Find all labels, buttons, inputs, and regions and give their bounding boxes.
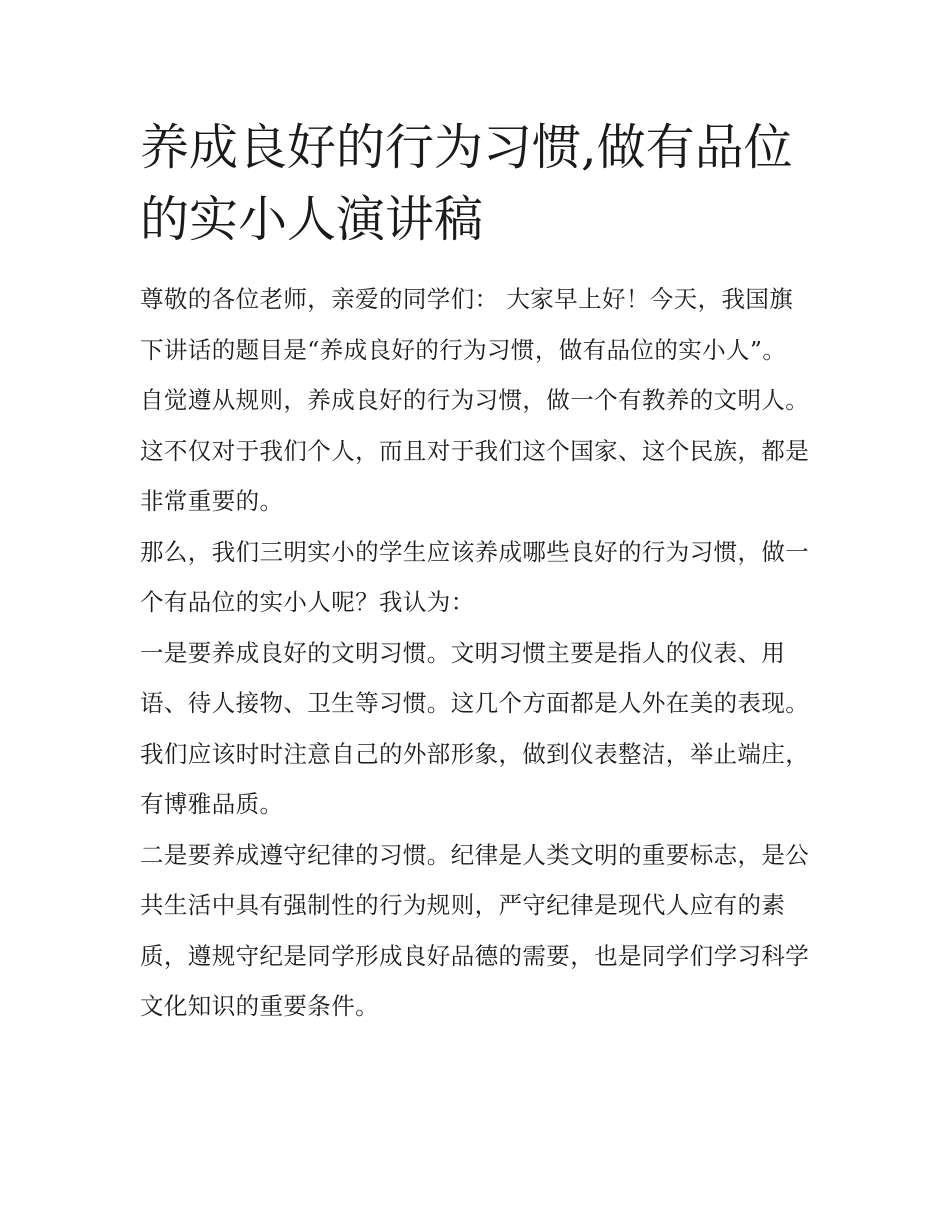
document-body — [140, 274, 815, 1032]
paragraph-point-two: 二是要养成遵守纪律的习惯。纪律是人类文明的重要标志，是公共生活中具有强制性的行为规则，严守纪律是现代人应有的素质，遵规守纪是同学形成良好品德的需要，也是同学们学习科学文化知识的重要条件。 — [140, 840, 810, 1020]
paragraph-greeting: 尊敬的各位老师，亲爱的同学们： 大家早上好！今天，我国旗下讲话的题目是“养成良好的行为习惯，做有品位的实小人”。 — [140, 285, 794, 364]
paragraph-point-one: 一是要养成良好的文明习惯。文明习惯主要是指人的仪表、用语、待人接物、卫生等习惯。这几个方面都是人外在美的表现。我们应该时时注意自己的外部形象，做到仪表整洁，举止端庄，有博雅品质。 — [140, 638, 810, 818]
paragraph-question: 那么，我们三明实小的学生应该养成哪些良好的行为习惯，做一个有品位的实小人呢？我认为： — [140, 537, 810, 616]
document-title: 养成良好的行为习惯,做有品位的实小人演讲稿 — [140, 119, 793, 248]
paragraph-intro: 自觉遵从规则，养成良好的行为习惯，做一个有教养的文明人。这不仅对于我们个人，而且对于我们这个国家、这个民族，都是非常重要的。 — [140, 386, 810, 515]
